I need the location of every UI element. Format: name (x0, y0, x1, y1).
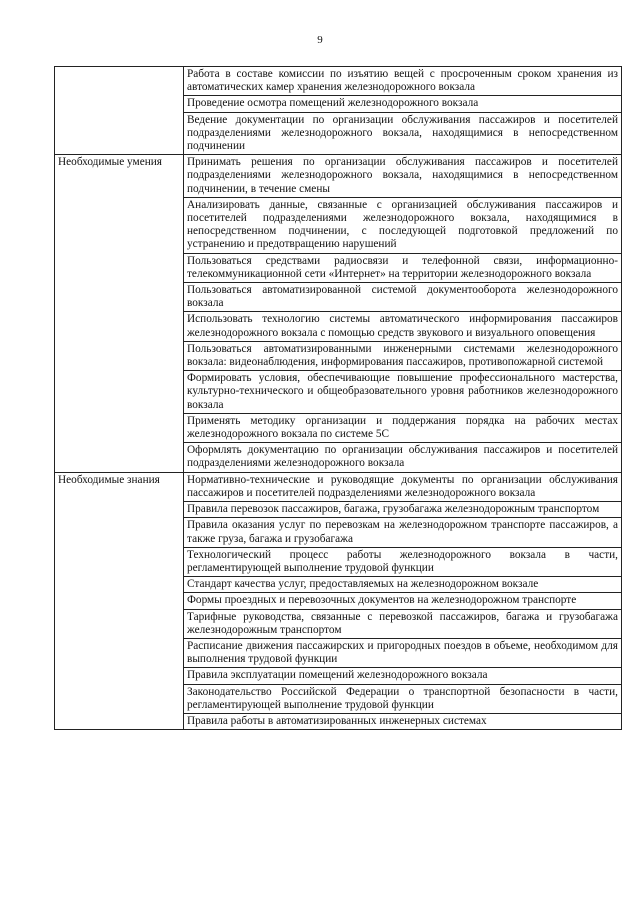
requirement-item: Оформлять документацию по организации обслуживания пассажиров и посетителей подразделениями железнодорожного вокзала (184, 443, 622, 472)
requirement-item: Правила оказания услуг по перевозкам на железнодорожном транспорте пассажиров, а также груза, багажа и грузобагажа (184, 518, 622, 547)
requirement-item: Проведение осмотра помещений железнодорожного вокзала (184, 96, 622, 112)
table-row (55, 472, 622, 501)
requirements-table (54, 66, 622, 730)
requirement-item: Использовать технологию системы автоматического информирования пассажиров железнодорожного вокзала с помощью средств звукового и визуального оповещения (184, 312, 622, 341)
page-number: 9 (317, 34, 323, 46)
requirement-item: Пользоваться автоматизированной системой документооборота железнодорожного вокзала (184, 283, 622, 312)
requirement-item: Пользоваться средствами радиосвязи и телефонной связи, информационно-телекоммуникационной сети «Интернет» на территории железнодорожного вокзала (184, 253, 622, 282)
requirement-item: Нормативно-технические и руководящие документы по организации обслуживания пассажиров и посетителей подразделениями железнодорожного вокзала (184, 472, 622, 501)
requirement-item: Принимать решения по организации обслуживания пассажиров и посетителей подразделениями железнодорожного вокзала, находящимися в непосредственном подчинении, в течение смены (184, 155, 622, 198)
requirement-item: Технологический процесс работы железнодорожного вокзала в части, регламентирующей выполнение трудовой функции (184, 547, 622, 576)
table-row (55, 155, 622, 198)
requirement-item: Правила эксплуатации помещений железнодорожного вокзала (184, 668, 622, 684)
requirement-item: Законодательство Российской Федерации о транспортной безопасности в части, регламентирующей выполнение трудовой функции (184, 684, 622, 713)
requirement-item: Ведение документации по организации обслуживания пассажиров и посетителей подразделениями железнодорожного вокзала, находящимися в непосредственном подчинении (184, 112, 622, 155)
table-row (55, 67, 622, 96)
requirement-item: Работа в составе комиссии по изъятию вещей с просроченным сроком хранения из автоматических камер хранения железнодорожного вокзала (184, 67, 622, 96)
section-label: Необходимые знания (55, 472, 184, 729)
requirement-item: Правила работы в автоматизированных инженерных системах (184, 713, 622, 729)
requirement-item: Анализировать данные, связанные с организацией обслуживания пассажиров и посетителей подразделениями железнодорожного вокзала, находящимися в непосредственном подчинении, с последующей подготовкой предложений по устранению и предотвращению нарушений (184, 197, 622, 253)
requirement-item: Формировать условия, обеспечивающие повышение профессионального мастерства, культурно-технического и общеобразовательного уровня работников железнодорожного вокзала (184, 371, 622, 414)
requirement-item: Тарифные руководства, связанные с перевозкой пассажиров, багажа и грузобагажа железнодорожным транспортом (184, 609, 622, 638)
requirement-item: Расписание движения пассажирских и пригородных поездов в объеме, необходимом для выполнения трудовой функции (184, 638, 622, 667)
requirement-item: Правила перевозок пассажиров, багажа, грузобагажа железнодорожным транспортом (184, 502, 622, 518)
section-label (55, 67, 184, 155)
requirement-item: Стандарт качества услуг, предоставляемых на железнодорожном вокзале (184, 577, 622, 593)
section-label: Необходимые умения (55, 155, 184, 472)
requirement-item: Пользоваться автоматизированными инженерными системами железнодорожного вокзала: видеонаблюдения, информирования пассажиров, противопожарной системой (184, 341, 622, 370)
requirement-item: Применять методику организации и поддержания порядка на рабочих местах железнодорожного вокзала по системе 5С (184, 413, 622, 442)
requirement-item: Формы проездных и перевозочных документов на железнодорожном транспорте (184, 593, 622, 609)
